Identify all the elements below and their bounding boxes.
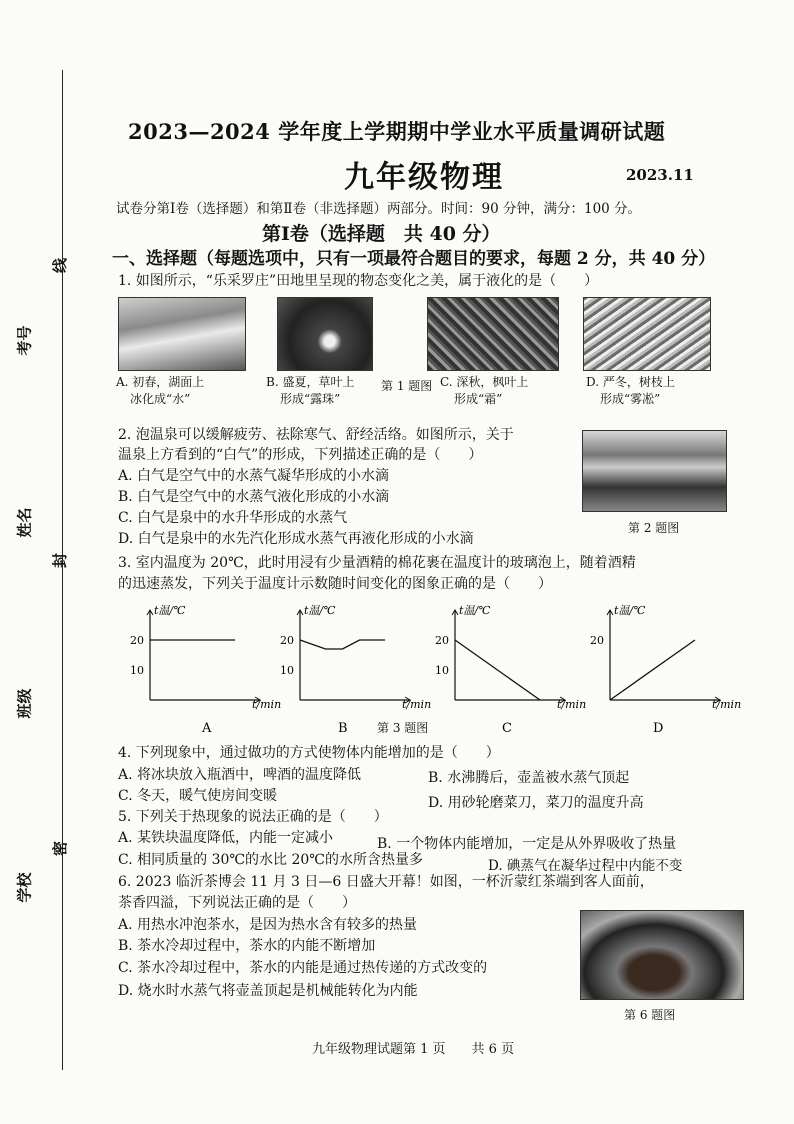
graph-C-tick-20: 20 [435, 634, 449, 647]
graph-D-tick-20: 20 [590, 634, 604, 647]
q1-stem: 1. 如图所示，“乐采罗庄”田地里呈现的物态变化之美，属于液化的是（ ） [118, 273, 599, 289]
section-title: 第Ⅰ卷（选择题 共 40 分） [262, 223, 501, 245]
q1-photo-c [427, 297, 559, 371]
q6-figure-label: 第 6 题图 [624, 1008, 676, 1022]
q1-photo-b [277, 297, 373, 371]
q6-stem-2: 茶香四溢，下列说法正确的是（ ） [118, 895, 356, 911]
q6-option-b: B. 茶水冷却过程中，茶水的内能不断增加 [118, 938, 376, 954]
graph-B-ylabel: t温/℃ [304, 604, 336, 617]
q6-option-a: A. 用热水冲泡茶水，是因为热水含有较多的热量 [118, 917, 418, 933]
graph-B-tick-20: 20 [280, 634, 294, 647]
binding-label-seal: 封 [51, 552, 70, 569]
q2-option-a: A. 白气是空气中的水蒸气凝华形成的小水滴 [118, 468, 390, 484]
q3-charts [110, 600, 742, 740]
exam-info: 试卷分第Ⅰ卷（选择题）和第Ⅱ卷（非选择题）两部分。时间：90 分钟，满分：100 分。 [116, 201, 642, 217]
graph-A-xlabel: t/min [252, 698, 282, 711]
graph-B-tick-10: 10 [280, 664, 294, 677]
q1-option-d: D. 严冬，树枝上 形成“雾凇” [586, 375, 675, 406]
graph-C-ylabel: t温/℃ [459, 604, 491, 617]
graph-B-line [300, 640, 385, 649]
q5-option-b: B. 一个物体内能增加，一定是从外界吸收了热量 [377, 836, 677, 852]
binding-label-secret: 密 [51, 840, 70, 857]
graph-A-ylabel: t温/℃ [154, 604, 186, 617]
graph-C-option-label: C [502, 721, 512, 736]
q2-option-c: C. 白气是泉中的水升华形成的水蒸气 [118, 510, 348, 526]
q2-photo [582, 430, 727, 512]
graph-A-option-label: A [202, 721, 212, 736]
q2-stem-2: 温泉上方看到的“白气”的形成，下列描述正确的是（ ） [118, 447, 483, 463]
q1-photo-a [118, 297, 246, 371]
graph-D-xlabel: t/min [712, 698, 742, 711]
binding-label-line: 线 [51, 257, 70, 274]
graph-B-option-label: B [338, 721, 348, 736]
q2-option-d: D. 白气是泉中的水先汽化形成水蒸气再液化形成的小水滴 [118, 531, 474, 547]
school-label: 学校 [15, 872, 34, 903]
page-footer: 九年级物理试题第 1 页 共 6 页 [312, 1042, 515, 1057]
q6-option-d: D. 烧水时水蒸气将壶盖顶起是机械能转化为内能 [118, 983, 418, 999]
graph-C-line [455, 640, 540, 700]
q3-figure-label: 第 3 题图 [377, 721, 429, 735]
q4-option-a: A. 将冰块放入瓶酒中，啤酒的温度降低 [118, 767, 362, 783]
q4-option-d: D. 用砂轮磨菜刀，菜刀的温度升高 [428, 795, 644, 811]
name-label: 姓名 [15, 507, 34, 538]
graph-B-xlabel: t/min [402, 698, 432, 711]
q4-option-b: B. 水沸腾后，壶盖被水蒸气顶起 [428, 770, 630, 786]
exam-date: 2023.11 [626, 166, 694, 184]
q5-option-d: D. 碘蒸气在凝华过程中内能不变 [488, 858, 683, 874]
q3-stem-1: 3. 室内温度为 20℃，此时用浸有少量酒精的棉花裹在温度计的玻璃泡上，随着酒精 [118, 555, 636, 571]
q4-stem: 4. 下列现象中，通过做功的方式使物体内能增加的是（ ） [118, 745, 500, 761]
exam-title: 2023—2024 学年度上学期期中学业水平质量调研试题 [128, 119, 666, 144]
part-title: 一、选择题（每题选项中，只有一项最符合题目的要求，每题 2 分，共 40 分） [112, 249, 716, 269]
q1-option-c: C. 深秋，枫叶上 形成“霜” [440, 375, 529, 406]
q6-stem-1: 6. 2023 临沂茶博会 11 月 3 日—6 日盛大开幕！如图，一杯沂蒙红茶端到客人面前， [118, 874, 654, 890]
graph-A-tick-10: 10 [130, 664, 144, 677]
q2-figure-label: 第 2 题图 [628, 521, 680, 535]
graph-C-xlabel: t/min [557, 698, 587, 711]
graph-D-option-label: D [653, 721, 664, 736]
q1-option-a: A. 初春，湖面上 冰化成“水” [116, 375, 205, 406]
graph-C-tick-10: 10 [435, 664, 449, 677]
q5-option-c: C. 相同质量的 30℃的水比 20℃的水所含热量多 [118, 852, 423, 868]
q2-option-b: B. 白气是空气中的水蒸气液化形成的小水滴 [118, 489, 390, 505]
q2-stem-1: 2. 泡温泉可以缓解疲劳、祛除寒气、舒经活络。如图所示，关于 [118, 427, 514, 443]
binding-line [62, 70, 63, 1070]
class-label: 班级 [15, 688, 34, 719]
q3-stem-2: 的迅速蒸发，下列关于温度计示数随时间变化的图象正确的是（ ） [118, 576, 552, 592]
q5-option-a: A. 某铁块温度降低，内能一定减小 [118, 830, 334, 846]
q5-stem: 5. 下列关于热现象的说法正确的是（ ） [118, 809, 388, 825]
subject-title: 九年级物理 [344, 160, 504, 195]
graph-A-tick-20: 20 [130, 634, 144, 647]
q4-option-c: C. 冬天，暖气使房间变暖 [118, 788, 278, 804]
q1-figure-label: 第 1 题图 [381, 379, 433, 393]
q6-option-c: C. 茶水冷却过程中，茶水的内能是通过热传递的方式改变的 [118, 960, 488, 976]
q1-option-b: B. 盛夏，草叶上 形成“露珠” [266, 375, 355, 406]
q1-photo-d [583, 297, 711, 371]
q6-photo [580, 910, 744, 1000]
graph-D-ylabel: t温/℃ [614, 604, 646, 617]
exam-no-label: 考号 [15, 325, 34, 356]
graph-D-line [610, 640, 695, 700]
